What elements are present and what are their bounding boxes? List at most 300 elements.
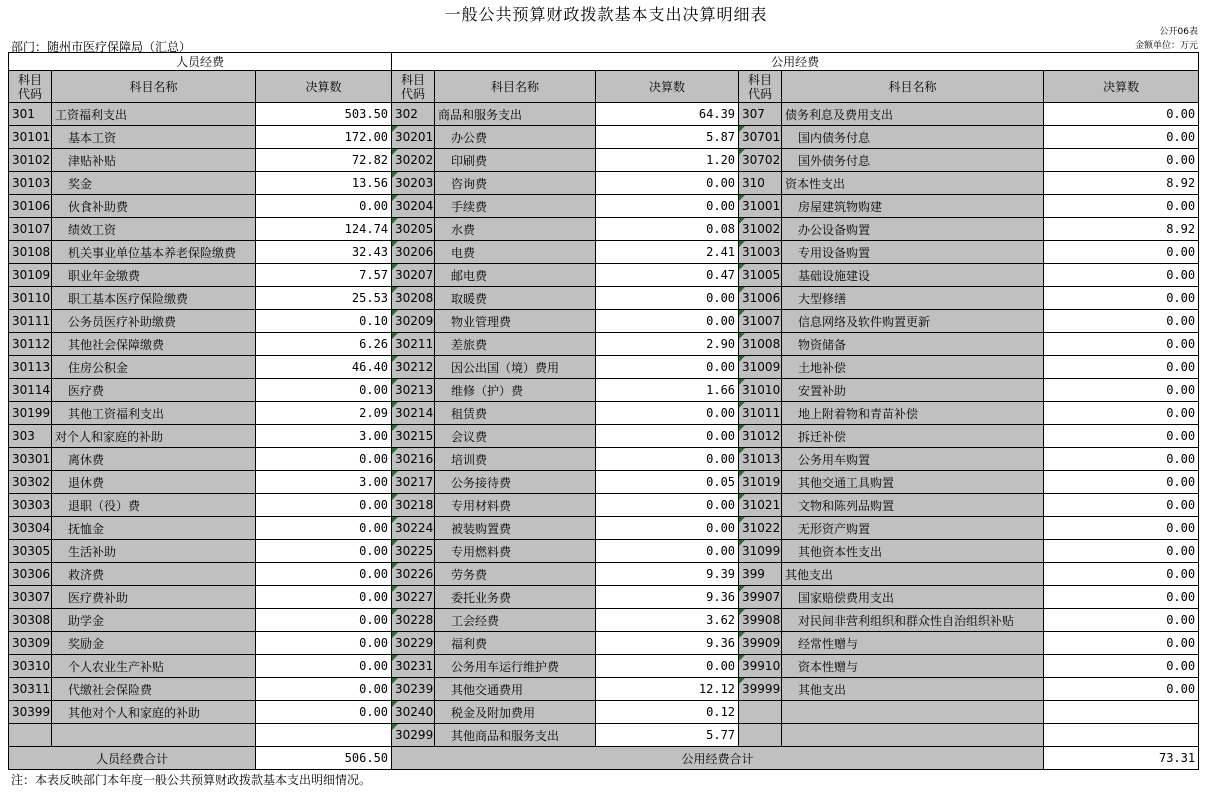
amount-value: 0.00 bbox=[256, 517, 392, 540]
subject-name: 办公设备购置 bbox=[782, 218, 1044, 241]
subject-name: 无形资产购置 bbox=[782, 517, 1044, 540]
subject-code: 31008 bbox=[739, 333, 782, 356]
amount-value: 1.20 bbox=[596, 149, 739, 172]
amount-value: 0.00 bbox=[596, 540, 739, 563]
amount-value: 0.00 bbox=[1044, 264, 1199, 287]
amount-value: 9.36 bbox=[596, 632, 739, 655]
subject-code bbox=[739, 724, 782, 747]
amount-value: 0.00 bbox=[596, 425, 739, 448]
report-title: 一般公共预算财政拨款基本支出决算明细表 bbox=[444, 5, 768, 24]
amount-value: 0.00 bbox=[1044, 540, 1199, 563]
personnel-total-value: 506.50 bbox=[256, 747, 392, 770]
subject-code: 31019 bbox=[739, 471, 782, 494]
subject-code: 31010 bbox=[739, 379, 782, 402]
subject-name: 代缴社会保险费 bbox=[52, 678, 256, 701]
subject-name: 医疗费 bbox=[52, 379, 256, 402]
table-row bbox=[9, 609, 1199, 632]
totals-row bbox=[9, 747, 1199, 770]
subject-name: 租赁费 bbox=[435, 402, 596, 425]
subject-name: 国家赔偿费用支出 bbox=[782, 586, 1044, 609]
subject-code: 30701 bbox=[739, 126, 782, 149]
subject-code: 30308 bbox=[9, 609, 52, 632]
subject-name: 其他支出 bbox=[782, 678, 1044, 701]
subject-name: 专用燃料费 bbox=[435, 540, 596, 563]
header-name: 科目名称 bbox=[782, 71, 1044, 103]
table-row bbox=[9, 724, 1199, 747]
amount-value: 7.57 bbox=[256, 264, 392, 287]
subject-name: 地上附着物和青苗补偿 bbox=[782, 402, 1044, 425]
amount-value: 0.00 bbox=[1044, 356, 1199, 379]
amount-value: 0.00 bbox=[256, 195, 392, 218]
amount-value: 0.00 bbox=[256, 632, 392, 655]
amount-value: 0.00 bbox=[1044, 494, 1199, 517]
subject-name: 其他商品和服务支出 bbox=[435, 724, 596, 747]
subject-name: 电费 bbox=[435, 241, 596, 264]
subject-code: 30240 bbox=[392, 701, 435, 724]
amount-value: 172.00 bbox=[256, 126, 392, 149]
subject-name: 被装购置费 bbox=[435, 517, 596, 540]
subject-code: 30309 bbox=[9, 632, 52, 655]
subject-code: 310 bbox=[739, 172, 782, 195]
subject-code: 30239 bbox=[392, 678, 435, 701]
public-total-value: 73.31 bbox=[1044, 747, 1199, 770]
subject-code: 30217 bbox=[392, 471, 435, 494]
subject-name: 对民间非营利组织和群众性自治组织补贴 bbox=[782, 609, 1044, 632]
subject-code: 30109 bbox=[9, 264, 52, 287]
table-row bbox=[9, 103, 1199, 126]
subject-name: 奖金 bbox=[52, 172, 256, 195]
subject-name: 救济费 bbox=[52, 563, 256, 586]
table-row bbox=[9, 402, 1199, 425]
amount-value: 0.00 bbox=[256, 678, 392, 701]
header-name: 科目名称 bbox=[52, 71, 256, 103]
subject-name: 工资福利支出 bbox=[52, 103, 256, 126]
department-label: 部门：随州市医疗保障局（汇总） bbox=[11, 40, 192, 54]
amount-value: 0.00 bbox=[596, 310, 739, 333]
table-row bbox=[9, 517, 1199, 540]
amount-value: 8.92 bbox=[1044, 218, 1199, 241]
subject-code: 30112 bbox=[9, 333, 52, 356]
subject-code: 30207 bbox=[392, 264, 435, 287]
subject-code: 31022 bbox=[739, 517, 782, 540]
subject-code: 31002 bbox=[739, 218, 782, 241]
subject-name: 经常性赠与 bbox=[782, 632, 1044, 655]
amount-value: 503.50 bbox=[256, 103, 392, 126]
subject-name: 因公出国（境）费用 bbox=[435, 356, 596, 379]
amount-value: 0.00 bbox=[1044, 126, 1199, 149]
subject-name: 国内债务付息 bbox=[782, 126, 1044, 149]
amount-value: 0.00 bbox=[1044, 471, 1199, 494]
amount-value: 0.00 bbox=[256, 701, 392, 724]
amount-value: 0.00 bbox=[1044, 333, 1199, 356]
header-code: 科目 代码 bbox=[739, 71, 782, 103]
section-personnel: 人员经费 bbox=[9, 53, 392, 71]
subject-code: 30203 bbox=[392, 172, 435, 195]
subject-name: 公务用车运行维护费 bbox=[435, 655, 596, 678]
subject-name: 国外债务付息 bbox=[782, 149, 1044, 172]
subject-name: 会议费 bbox=[435, 425, 596, 448]
subject-code: 31007 bbox=[739, 310, 782, 333]
amount-value bbox=[1044, 724, 1199, 747]
subject-name: 其他工资福利支出 bbox=[52, 402, 256, 425]
amount-value: 25.53 bbox=[256, 287, 392, 310]
amount-value: 0.00 bbox=[256, 494, 392, 517]
table-row bbox=[9, 701, 1199, 724]
amount-value: 2.41 bbox=[596, 241, 739, 264]
subject-name bbox=[782, 701, 1044, 724]
amount-value: 0.00 bbox=[1044, 425, 1199, 448]
subject-code: 30201 bbox=[392, 126, 435, 149]
subject-name: 拆迁补偿 bbox=[782, 425, 1044, 448]
subject-code: 30101 bbox=[9, 126, 52, 149]
amount-value: 0.00 bbox=[1044, 103, 1199, 126]
amount-value: 3.62 bbox=[596, 609, 739, 632]
subject-code: 30208 bbox=[392, 287, 435, 310]
amount-value: 0.00 bbox=[1044, 609, 1199, 632]
amount-value: 0.00 bbox=[1044, 655, 1199, 678]
table-row bbox=[9, 425, 1199, 448]
subject-name: 公务用车购置 bbox=[782, 448, 1044, 471]
subject-code: 30231 bbox=[392, 655, 435, 678]
subject-code: 31003 bbox=[739, 241, 782, 264]
amount-value: 12.12 bbox=[596, 678, 739, 701]
column-header-row bbox=[9, 71, 1199, 103]
subject-name: 文物和陈列品购置 bbox=[782, 494, 1044, 517]
table-row bbox=[9, 172, 1199, 195]
table-row bbox=[9, 632, 1199, 655]
table-row bbox=[9, 126, 1199, 149]
amount-value: 0.00 bbox=[596, 448, 739, 471]
subject-code: 30108 bbox=[9, 241, 52, 264]
subject-name: 职业年金缴费 bbox=[52, 264, 256, 287]
amount-value: 0.00 bbox=[256, 563, 392, 586]
amount-value: 0.05 bbox=[596, 471, 739, 494]
subject-code: 30107 bbox=[9, 218, 52, 241]
subject-name: 商品和服务支出 bbox=[435, 103, 596, 126]
table-row bbox=[9, 310, 1199, 333]
amount-value: 32.43 bbox=[256, 241, 392, 264]
subject-name bbox=[52, 724, 256, 747]
subject-name: 物资储备 bbox=[782, 333, 1044, 356]
amount-value: 0.00 bbox=[1044, 149, 1199, 172]
table-row bbox=[9, 195, 1199, 218]
amount-value: 2.90 bbox=[596, 333, 739, 356]
subject-code: 30306 bbox=[9, 563, 52, 586]
form-number: 公开06表 bbox=[1159, 27, 1198, 37]
subject-name: 培训费 bbox=[435, 448, 596, 471]
table-row bbox=[9, 448, 1199, 471]
subject-name: 安置补助 bbox=[782, 379, 1044, 402]
subject-code bbox=[9, 724, 52, 747]
amount-value: 0.10 bbox=[256, 310, 392, 333]
subject-name: 离休费 bbox=[52, 448, 256, 471]
subject-name: 公务接待费 bbox=[435, 471, 596, 494]
table-row bbox=[9, 356, 1199, 379]
subject-name: 生活补助 bbox=[52, 540, 256, 563]
subject-name: 水费 bbox=[435, 218, 596, 241]
subject-code: 30199 bbox=[9, 402, 52, 425]
subject-name: 抚恤金 bbox=[52, 517, 256, 540]
header-code: 科目 代码 bbox=[9, 71, 52, 103]
subject-code: 30211 bbox=[392, 333, 435, 356]
subject-name: 邮电费 bbox=[435, 264, 596, 287]
amount-value: 0.12 bbox=[596, 701, 739, 724]
amount-value: 0.00 bbox=[596, 402, 739, 425]
amount-value: 0.00 bbox=[596, 494, 739, 517]
table-row bbox=[9, 287, 1199, 310]
subject-name: 大型修缮 bbox=[782, 287, 1044, 310]
subject-name: 其他交通工具购置 bbox=[782, 471, 1044, 494]
subject-code: 30229 bbox=[392, 632, 435, 655]
subject-name: 专用设备购置 bbox=[782, 241, 1044, 264]
subject-name: 印刷费 bbox=[435, 149, 596, 172]
subject-name: 津贴补贴 bbox=[52, 149, 256, 172]
subject-code: 303 bbox=[9, 425, 52, 448]
amount-value: 0.00 bbox=[1044, 287, 1199, 310]
subject-name: 个人农业生产补贴 bbox=[52, 655, 256, 678]
subject-code: 30224 bbox=[392, 517, 435, 540]
table-row bbox=[9, 333, 1199, 356]
amount-value: 0.08 bbox=[596, 218, 739, 241]
subject-code: 30215 bbox=[392, 425, 435, 448]
amount-value: 9.36 bbox=[596, 586, 739, 609]
table-row bbox=[9, 678, 1199, 701]
amount-value: 9.39 bbox=[596, 563, 739, 586]
header-code: 科目 代码 bbox=[392, 71, 435, 103]
subject-code: 30202 bbox=[392, 149, 435, 172]
table-row bbox=[9, 540, 1199, 563]
subject-name: 对个人和家庭的补助 bbox=[52, 425, 256, 448]
amount-value: 0.00 bbox=[1044, 632, 1199, 655]
amount-value: 0.00 bbox=[596, 195, 739, 218]
table-row bbox=[9, 563, 1199, 586]
amount-value: 2.09 bbox=[256, 402, 392, 425]
header-amount: 决算数 bbox=[596, 71, 739, 103]
subject-code: 31001 bbox=[739, 195, 782, 218]
subject-code: 30214 bbox=[392, 402, 435, 425]
subject-name: 咨询费 bbox=[435, 172, 596, 195]
subject-name: 劳务费 bbox=[435, 563, 596, 586]
header-amount: 决算数 bbox=[256, 71, 392, 103]
subject-name: 办公费 bbox=[435, 126, 596, 149]
subject-name: 土地补偿 bbox=[782, 356, 1044, 379]
subject-code: 30209 bbox=[392, 310, 435, 333]
subject-name: 机关事业单位基本养老保险缴费 bbox=[52, 241, 256, 264]
amount-value: 0.00 bbox=[596, 655, 739, 678]
subject-code: 30304 bbox=[9, 517, 52, 540]
amount-value: 0.00 bbox=[1044, 678, 1199, 701]
subject-name: 债务利息及费用支出 bbox=[782, 103, 1044, 126]
amount-value: 0.00 bbox=[1044, 241, 1199, 264]
amount-value: 0.00 bbox=[256, 379, 392, 402]
amount-unit: 金额单位：万元 bbox=[1134, 41, 1198, 51]
subject-code: 30399 bbox=[9, 701, 52, 724]
subject-code: 399 bbox=[739, 563, 782, 586]
subject-name: 福利费 bbox=[435, 632, 596, 655]
subject-name: 其他对个人和家庭的补助 bbox=[52, 701, 256, 724]
subject-name: 委托业务费 bbox=[435, 586, 596, 609]
subject-code: 39908 bbox=[739, 609, 782, 632]
subject-code bbox=[739, 701, 782, 724]
section-public: 公用经费 bbox=[392, 53, 1199, 71]
subject-name: 工会经费 bbox=[435, 609, 596, 632]
subject-name: 伙食补助费 bbox=[52, 195, 256, 218]
subject-name: 基础设施建设 bbox=[782, 264, 1044, 287]
subject-code: 30204 bbox=[392, 195, 435, 218]
amount-value bbox=[1044, 701, 1199, 724]
amount-value: 0.00 bbox=[1044, 379, 1199, 402]
subject-code: 30299 bbox=[392, 724, 435, 747]
subject-name: 住房公积金 bbox=[52, 356, 256, 379]
amount-value: 0.00 bbox=[1044, 402, 1199, 425]
amount-value: 5.77 bbox=[596, 724, 739, 747]
subject-name: 其他社会保障缴费 bbox=[52, 333, 256, 356]
subject-code: 31013 bbox=[739, 448, 782, 471]
amount-value: 3.00 bbox=[256, 471, 392, 494]
public-total-label: 公用经费合计 bbox=[392, 747, 1044, 770]
table-row bbox=[9, 264, 1199, 287]
subject-code: 31006 bbox=[739, 287, 782, 310]
subject-code: 30227 bbox=[392, 586, 435, 609]
subject-name: 资本性支出 bbox=[782, 172, 1044, 195]
subject-name: 手续费 bbox=[435, 195, 596, 218]
table-row bbox=[9, 494, 1199, 517]
subject-code: 30226 bbox=[392, 563, 435, 586]
amount-value: 0.00 bbox=[596, 517, 739, 540]
subject-name: 医疗费补助 bbox=[52, 586, 256, 609]
footnote: 注：本表反映部门本年度一般公共预算财政拨款基本支出明细情况。 bbox=[11, 773, 372, 787]
subject-name: 公务员医疗补助缴费 bbox=[52, 310, 256, 333]
subject-name: 退休费 bbox=[52, 471, 256, 494]
table-row bbox=[9, 655, 1199, 678]
subject-code: 30212 bbox=[392, 356, 435, 379]
subject-code: 30310 bbox=[9, 655, 52, 678]
subject-code: 30111 bbox=[9, 310, 52, 333]
subject-code: 31012 bbox=[739, 425, 782, 448]
header-name: 科目名称 bbox=[435, 71, 596, 103]
subject-name: 专用材料费 bbox=[435, 494, 596, 517]
subject-code: 30305 bbox=[9, 540, 52, 563]
subject-code: 30114 bbox=[9, 379, 52, 402]
subject-name: 维修（护）费 bbox=[435, 379, 596, 402]
subject-code: 39910 bbox=[739, 655, 782, 678]
amount-value: 0.00 bbox=[256, 586, 392, 609]
subject-name: 其他交通费用 bbox=[435, 678, 596, 701]
subject-name: 其他资本性支出 bbox=[782, 540, 1044, 563]
expenditure-table bbox=[8, 52, 1199, 770]
personnel-total-label: 人员经费合计 bbox=[9, 747, 256, 770]
subject-code: 30307 bbox=[9, 586, 52, 609]
subject-name: 税金及附加费用 bbox=[435, 701, 596, 724]
subject-code: 30113 bbox=[9, 356, 52, 379]
amount-value: 0.00 bbox=[596, 172, 739, 195]
amount-value: 13.56 bbox=[256, 172, 392, 195]
amount-value bbox=[256, 724, 392, 747]
subject-code: 31005 bbox=[739, 264, 782, 287]
amount-value: 46.40 bbox=[256, 356, 392, 379]
subject-name: 其他支出 bbox=[782, 563, 1044, 586]
subject-code: 30228 bbox=[392, 609, 435, 632]
subject-code: 30205 bbox=[392, 218, 435, 241]
amount-value: 0.00 bbox=[256, 448, 392, 471]
subject-code: 39907 bbox=[739, 586, 782, 609]
subject-code: 30303 bbox=[9, 494, 52, 517]
amount-value: 8.92 bbox=[1044, 172, 1199, 195]
subject-code: 30102 bbox=[9, 149, 52, 172]
subject-code: 30110 bbox=[9, 287, 52, 310]
subject-code: 39909 bbox=[739, 632, 782, 655]
amount-value: 0.00 bbox=[256, 655, 392, 678]
subject-code: 302 bbox=[392, 103, 435, 126]
subject-name: 职工基本医疗保险缴费 bbox=[52, 287, 256, 310]
amount-value: 0.47 bbox=[596, 264, 739, 287]
subject-code: 30218 bbox=[392, 494, 435, 517]
amount-value: 5.87 bbox=[596, 126, 739, 149]
subject-code: 30206 bbox=[392, 241, 435, 264]
amount-value: 6.26 bbox=[256, 333, 392, 356]
subject-code: 301 bbox=[9, 103, 52, 126]
amount-value: 0.00 bbox=[1044, 448, 1199, 471]
amount-value: 64.39 bbox=[596, 103, 739, 126]
subject-name: 房屋建筑物购建 bbox=[782, 195, 1044, 218]
subject-name: 助学金 bbox=[52, 609, 256, 632]
subject-code: 31011 bbox=[739, 402, 782, 425]
table-row bbox=[9, 379, 1199, 402]
header-amount: 决算数 bbox=[1044, 71, 1199, 103]
subject-code: 30225 bbox=[392, 540, 435, 563]
amount-value: 0.00 bbox=[596, 356, 739, 379]
subject-name: 资本性赠与 bbox=[782, 655, 1044, 678]
subject-code: 30216 bbox=[392, 448, 435, 471]
subject-code: 31099 bbox=[739, 540, 782, 563]
section-header-row bbox=[9, 53, 1199, 71]
subject-code: 30213 bbox=[392, 379, 435, 402]
amount-value: 0.00 bbox=[596, 287, 739, 310]
subject-name: 差旅费 bbox=[435, 333, 596, 356]
subject-name bbox=[782, 724, 1044, 747]
subject-code: 31021 bbox=[739, 494, 782, 517]
table-row bbox=[9, 149, 1199, 172]
subject-name: 基本工资 bbox=[52, 126, 256, 149]
amount-value: 0.00 bbox=[1044, 563, 1199, 586]
amount-value: 3.00 bbox=[256, 425, 392, 448]
subject-code: 31009 bbox=[739, 356, 782, 379]
subject-name: 奖励金 bbox=[52, 632, 256, 655]
subject-name: 物业管理费 bbox=[435, 310, 596, 333]
table-row bbox=[9, 471, 1199, 494]
table-row bbox=[9, 218, 1199, 241]
subject-code: 30103 bbox=[9, 172, 52, 195]
subject-code: 30106 bbox=[9, 195, 52, 218]
subject-name: 取暖费 bbox=[435, 287, 596, 310]
subject-name: 退职（役）费 bbox=[52, 494, 256, 517]
subject-code: 307 bbox=[739, 103, 782, 126]
table-row bbox=[9, 241, 1199, 264]
amount-value: 0.00 bbox=[1044, 310, 1199, 333]
subject-code: 30301 bbox=[9, 448, 52, 471]
amount-value: 124.74 bbox=[256, 218, 392, 241]
amount-value: 72.82 bbox=[256, 149, 392, 172]
subject-name: 绩效工资 bbox=[52, 218, 256, 241]
subject-code: 30311 bbox=[9, 678, 52, 701]
subject-code: 30702 bbox=[739, 149, 782, 172]
amount-value: 0.00 bbox=[1044, 195, 1199, 218]
amount-value: 0.00 bbox=[1044, 517, 1199, 540]
amount-value: 0.00 bbox=[256, 609, 392, 632]
amount-value: 0.00 bbox=[256, 540, 392, 563]
table-row bbox=[9, 586, 1199, 609]
amount-value: 1.66 bbox=[596, 379, 739, 402]
